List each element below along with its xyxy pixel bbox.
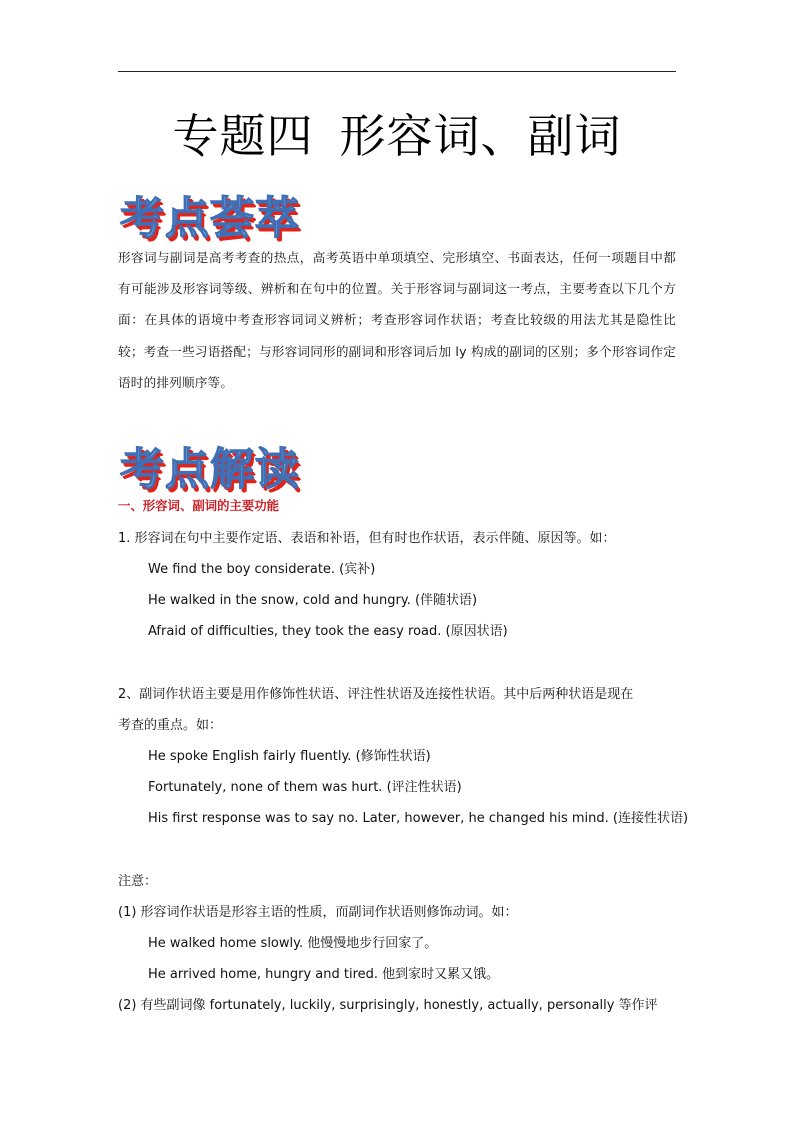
point-1: 1. 形容词在句中主要作定语、表语和补语，但有时也作状语，表示伴随、原因等。如： <box>118 531 616 546</box>
header-rule <box>118 71 676 72</box>
note-label: 注意： <box>118 874 158 889</box>
point-2-cont: 考查的重点。如： <box>118 718 223 733</box>
banner-summary: 考点荟萃 <box>120 193 300 244</box>
example-line: He walked home slowly. 他慢慢地步行回家了。 <box>148 936 438 951</box>
example-line: He walked in the snow, cold and hungry. (伴随状语) <box>148 593 478 608</box>
example-line: His first response was to say no. Later, however, he changed his mind. (连接性状语) <box>148 811 689 826</box>
note-1: (1) 形容词作状语是形容主语的性质，而副词作状语则修饰动词。如： <box>118 905 518 920</box>
banner-analysis: 考点解读 <box>120 444 300 495</box>
example-line: Fortunately, none of them was hurt. (评注性状语) <box>148 780 462 795</box>
intro-paragraph: 形容词与副词是高考考查的热点，高考英语中单项填空、完形填空、书面表达，任何一项题目中都有可能涉及形容词等级、辨析和在句中的位置。关于形容词与副词这一考点，主要考查以下几个方面：在具体的语境中考查形容词词义辨析；考查形容词作状语；考查比较级的用法尤其是隐性比较；考查一些习语搭配；与形容词同形的副词和形容词后加 ly 构成的副词的区别；多个形容词作定语时的排列顺序等。 <box>118 250 676 390</box>
example-line: We find the boy considerate. (宾补) <box>148 562 376 577</box>
point-2: 2、副词作状语主要是用作修饰性状语、评注性状语及连接性状语。其中后两种状语是现在 <box>118 687 634 702</box>
title-subject: 形容词、副词 <box>339 109 622 163</box>
section-heading: 一、形容词、副词的主要功能 <box>118 498 280 513</box>
example-line: He arrived home, hungry and tired. 他到家时又累又饿。 <box>148 967 500 982</box>
title-topic: 专题四 <box>172 109 314 163</box>
example-line: Afraid of difficulties, they took the easy road. (原因状语) <box>148 624 508 639</box>
example-line: He spoke English fairly fluently. (修饰性状语) <box>148 749 431 764</box>
note-2: (2) 有些副词像 fortunately, luckily, surprisingly, honestly, actually, personally 等作评 <box>118 998 658 1013</box>
page-title <box>0 100 794 166</box>
